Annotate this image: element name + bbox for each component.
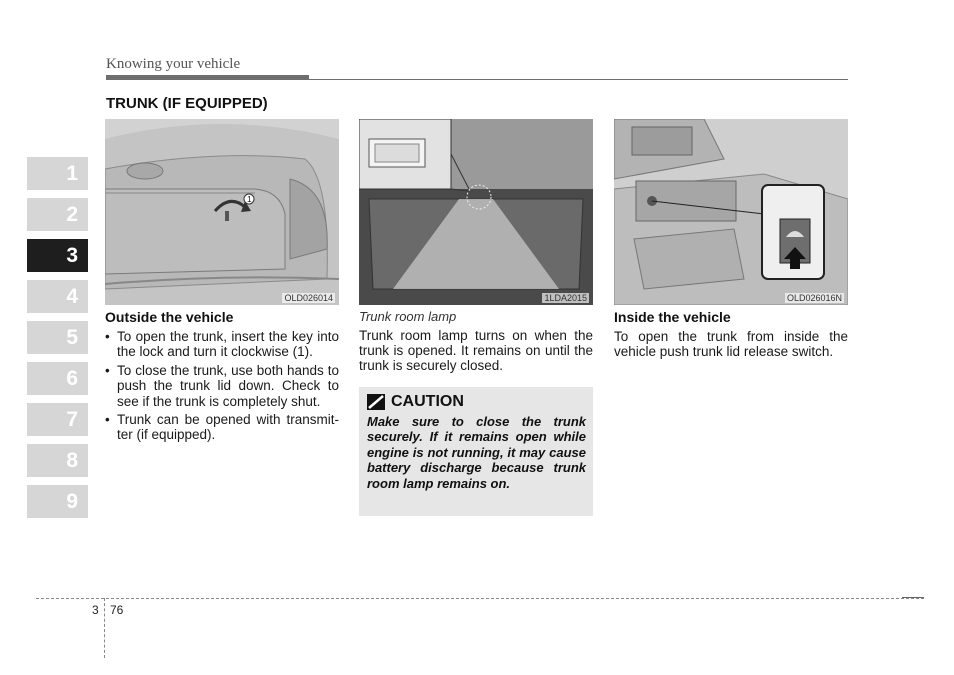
inside-text: To open the trunk from inside the vehicle push trunk lid release switch. (614, 329, 848, 359)
outside-heading: Outside the vehicle (105, 309, 234, 325)
inside-heading: Inside the vehicle (614, 309, 731, 325)
chapter-tab-7[interactable]: 7 (27, 403, 88, 436)
lamp-column (359, 309, 593, 373)
chapter-tabs (27, 157, 88, 526)
figure-code: 1LDA2015 (544, 293, 587, 303)
lamp-text: Trunk room lamp turns on when the trunk is opened. It remains on until the trunk is securely closed. (359, 328, 593, 373)
caution-icon (367, 394, 385, 410)
footer-divider (104, 598, 105, 658)
header-rule (106, 79, 848, 80)
running-header: Knowing your vehicle (106, 56, 241, 72)
chapter-tab-4[interactable]: 4 (27, 280, 88, 313)
figure-inside-switch (614, 119, 848, 305)
chapter-tab-9[interactable]: 9 (27, 485, 88, 518)
caution-label: CAUTION (391, 393, 464, 410)
section-title: TRUNK (IF EQUIPPED) (106, 95, 268, 112)
figure-code: OLD026016N (786, 293, 842, 303)
chapter-tab-2[interactable]: 2 (27, 198, 88, 231)
trunk-lamp-illustration (359, 119, 593, 305)
caution-text: Make sure to close the trunk securely. If it remains open while engine is not running, it may cause battery discharge because trunk room lamp remains on. (367, 414, 586, 491)
page-number: 76 (110, 603, 124, 617)
figure-caption: Trunk room lamp (359, 309, 457, 324)
page-chapter: 3 (92, 603, 99, 617)
inside-column (614, 309, 848, 359)
caution-box (359, 387, 593, 516)
list-item: • Trunk can be opened with transmit-ter (if equipped). (105, 412, 339, 443)
chapter-tab-5[interactable]: 5 (27, 321, 88, 354)
caution-header (367, 393, 586, 411)
chapter-tab-8[interactable]: 8 (27, 444, 88, 477)
callout-1-label: 1 (247, 195, 252, 204)
chapter-tab-3[interactable]: 3 (27, 239, 88, 272)
outside-column (105, 309, 339, 446)
chapter-tab-1[interactable]: 1 (27, 157, 88, 190)
trunk-lid-illustration (105, 119, 339, 305)
release-switch-illustration (614, 119, 848, 305)
figure-trunk-lamp (359, 119, 593, 305)
list-item: • To close the trunk, use both hands to push the trunk lid down. Check to see if the trunk is completely shut. (105, 363, 339, 409)
chapter-tab-6[interactable]: 6 (27, 362, 88, 395)
list-item: • To open the trunk, insert the key into the lock and turn it clockwise (1). (105, 329, 339, 360)
figure-outside-trunk (105, 119, 339, 305)
outside-list (105, 329, 339, 443)
figure-code: OLD026014 (284, 293, 333, 303)
footer-rule (36, 598, 924, 599)
footer-rule-end (902, 597, 924, 598)
